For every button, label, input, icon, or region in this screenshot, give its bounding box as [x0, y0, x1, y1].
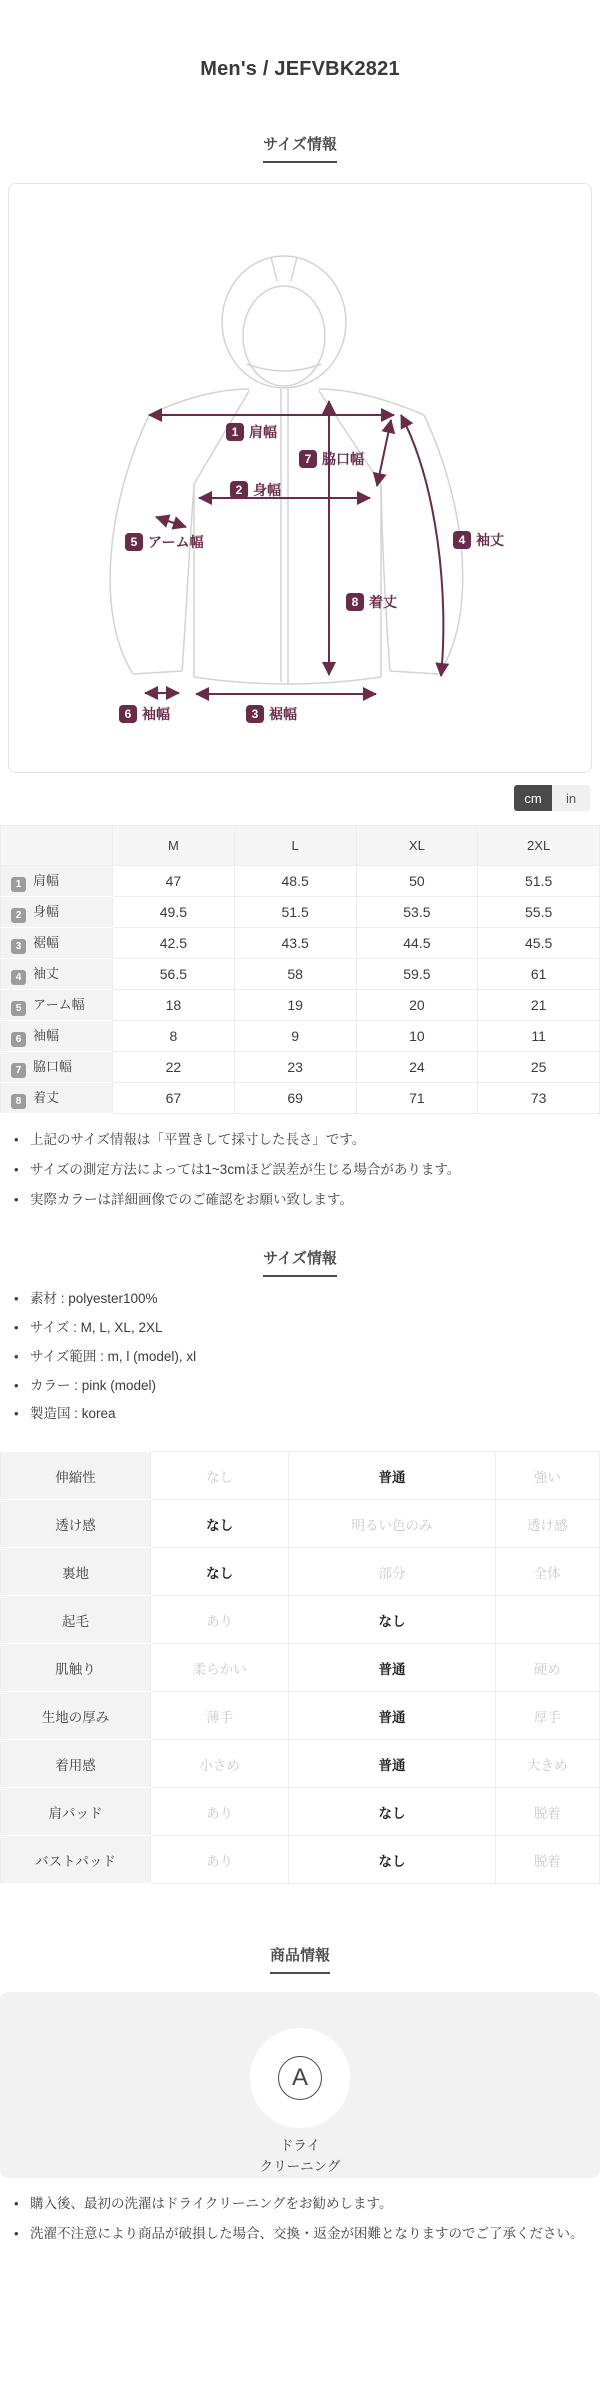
size-table-row — [1, 1083, 600, 1114]
detail-bullet-item: • カラー : pink (model) — [14, 1376, 588, 1397]
size-value-cell: 25 — [478, 1052, 600, 1083]
size-diagram — [8, 183, 592, 773]
measurement-badge: 6 — [119, 705, 137, 723]
measurement-name: 脇口幅 — [322, 451, 364, 467]
attribute-option-selected: 普通 — [289, 1452, 495, 1500]
attribute-label: 裏地 — [1, 1548, 151, 1596]
attribute-option-selected: なし — [289, 1788, 495, 1836]
measurement-label — [119, 704, 170, 724]
attribute-label: 生地の厚み — [1, 1692, 151, 1740]
attribute-option: 透け感 — [495, 1500, 599, 1548]
measurement-badge: 3 — [246, 705, 264, 723]
measurement-label — [230, 480, 281, 500]
size-value-cell: 23 — [234, 1052, 356, 1083]
size-note-item: • サイズの測定方法によっては1~3cmほど誤差が生じる場合があります。 — [14, 1160, 588, 1181]
size-value-cell: 49.5 — [113, 897, 235, 928]
measurement-label — [346, 592, 397, 612]
row-number-badge: 3 — [11, 939, 26, 954]
size-value-cell: 42.5 — [113, 928, 235, 959]
attribute-option: 明るい色のみ — [289, 1500, 495, 1548]
attribute-label: バストパッド — [1, 1836, 151, 1884]
dry-cleaning-icon: A — [278, 2056, 322, 2100]
size-table-row — [1, 928, 600, 959]
attributes-table — [0, 1451, 600, 1884]
size-value-cell: 9 — [234, 1021, 356, 1052]
attribute-option: 脱着 — [495, 1788, 599, 1836]
attribute-option-selected: 普通 — [289, 1644, 495, 1692]
size-table-row — [1, 1052, 600, 1083]
dim-line-sleeve-length — [401, 415, 443, 676]
attribute-label: 透け感 — [1, 1500, 151, 1548]
attribute-option: 強い — [495, 1452, 599, 1500]
attribute-row — [1, 1836, 600, 1884]
size-info-heading: サイズ情報 — [263, 133, 337, 163]
size-value-cell: 51.5 — [478, 866, 600, 897]
size-value-cell: 8 — [113, 1021, 235, 1052]
size-value-cell: 71 — [356, 1083, 478, 1114]
detail-bullets-list — [14, 1289, 588, 1426]
size-row-label: 3 裾幅 — [1, 928, 113, 959]
product-info-heading: 商品情報 — [270, 1944, 330, 1974]
size-row-label: 1 肩幅 — [1, 866, 113, 897]
size-row-label: 7 脇口幅 — [1, 1052, 113, 1083]
size-value-cell: 48.5 — [234, 866, 356, 897]
measurement-badge: 2 — [230, 481, 248, 499]
size-value-cell: 24 — [356, 1052, 478, 1083]
measurement-name: 身幅 — [253, 482, 281, 498]
row-number-badge: 5 — [11, 1001, 26, 1016]
measurement-name: 袖幅 — [142, 706, 170, 722]
unit-in-button[interactable]: in — [552, 785, 590, 811]
attribute-row — [1, 1500, 600, 1548]
size-column-header: M — [113, 826, 235, 866]
attribute-row — [1, 1548, 600, 1596]
size-value-cell: 61 — [478, 959, 600, 990]
measurement-label — [453, 530, 504, 550]
detail-bullet-item: • サイズ範囲 : m, l (model), xl — [14, 1347, 588, 1368]
row-number-badge: 8 — [11, 1094, 26, 1109]
size-note-item: • 上記のサイズ情報は「平置きして採寸した長さ」です。 — [14, 1130, 588, 1151]
attribute-option: あり — [151, 1836, 289, 1884]
care-label: ドライ クリーニング — [259, 2138, 341, 2174]
attribute-row — [1, 1596, 600, 1644]
size-row-label: 5 アーム幅 — [1, 990, 113, 1021]
size-value-cell: 22 — [113, 1052, 235, 1083]
row-number-badge: 1 — [11, 877, 26, 892]
unit-cm-button[interactable]: cm — [514, 785, 552, 811]
size-value-cell: 18 — [113, 990, 235, 1021]
measurement-name: 肩幅 — [249, 424, 277, 440]
measurement-badge: 4 — [453, 531, 471, 549]
attribute-label: 肩パッド — [1, 1788, 151, 1836]
care-circle — [250, 2028, 350, 2128]
row-number-badge: 4 — [11, 970, 26, 985]
attribute-option-selected: なし — [289, 1596, 495, 1644]
size-table-corner — [1, 826, 113, 866]
care-panel — [0, 1992, 600, 2178]
size-value-cell: 51.5 — [234, 897, 356, 928]
size-value-cell: 53.5 — [356, 897, 478, 928]
attribute-option: 小さめ — [151, 1740, 289, 1788]
size-row-label: 8 着丈 — [1, 1083, 113, 1114]
size-table-row — [1, 866, 600, 897]
size-value-cell: 20 — [356, 990, 478, 1021]
measurement-label — [125, 532, 204, 552]
detail-bullet-item: • 素材 : polyester100% — [14, 1289, 588, 1310]
detail-bullet-item: • サイズ : M, L, XL, 2XL — [14, 1318, 588, 1339]
attribute-row — [1, 1644, 600, 1692]
attribute-option: 硬め — [495, 1644, 599, 1692]
attribute-option: 柔らかい — [151, 1644, 289, 1692]
measurement-badge: 7 — [299, 450, 317, 468]
size-value-cell: 73 — [478, 1083, 600, 1114]
size-notes-list — [14, 1130, 588, 1211]
attribute-option-selected: なし — [151, 1500, 289, 1548]
attribute-option: 脱着 — [495, 1836, 599, 1884]
size-table — [0, 825, 600, 1114]
size-value-cell: 59.5 — [356, 959, 478, 990]
measurement-name: アーム幅 — [148, 534, 204, 550]
size-table-row — [1, 1021, 600, 1052]
attribute-option: 全体 — [495, 1548, 599, 1596]
attribute-option-selected: なし — [289, 1836, 495, 1884]
attribute-option: あり — [151, 1788, 289, 1836]
size-value-cell: 45.5 — [478, 928, 600, 959]
size-table-row — [1, 990, 600, 1021]
attribute-row — [1, 1740, 600, 1788]
attribute-label: 肌触り — [1, 1644, 151, 1692]
attribute-row — [1, 1692, 600, 1740]
attribute-option: 厚手 — [495, 1692, 599, 1740]
attribute-row — [1, 1452, 600, 1500]
size-row-label: 2 身幅 — [1, 897, 113, 928]
measurement-badge: 8 — [346, 593, 364, 611]
attribute-label: 着用感 — [1, 1740, 151, 1788]
attribute-option-selected: 普通 — [289, 1740, 495, 1788]
attribute-label: 伸縮性 — [1, 1452, 151, 1500]
size-value-cell: 11 — [478, 1021, 600, 1052]
measurement-label — [246, 704, 297, 724]
row-number-badge: 6 — [11, 1032, 26, 1047]
size-value-cell: 44.5 — [356, 928, 478, 959]
unit-toggle — [10, 785, 590, 811]
detail-bullet-item: • 製造国 : korea — [14, 1404, 588, 1425]
size-column-header: L — [234, 826, 356, 866]
detail-info-heading: サイズ情報 — [263, 1247, 337, 1277]
size-value-cell: 10 — [356, 1021, 478, 1052]
measurement-badge: 5 — [125, 533, 143, 551]
measurement-name: 着丈 — [369, 594, 397, 610]
size-value-cell: 43.5 — [234, 928, 356, 959]
attribute-option: 部分 — [289, 1548, 495, 1596]
row-number-badge: 2 — [11, 908, 26, 923]
jacket-outline-drawing — [9, 184, 591, 772]
product-note-item: • 購入後、最初の洗濯はドライクリーニングをお勧めします。 — [14, 2194, 588, 2215]
dim-line-armhole — [377, 420, 391, 486]
attribute-option: あり — [151, 1596, 289, 1644]
size-column-header: XL — [356, 826, 478, 866]
size-value-cell: 55.5 — [478, 897, 600, 928]
row-number-badge: 7 — [11, 1063, 26, 1078]
dim-line-arm-width — [156, 517, 186, 527]
measurement-name: 裾幅 — [269, 706, 297, 722]
attribute-label: 起毛 — [1, 1596, 151, 1644]
size-value-cell: 19 — [234, 990, 356, 1021]
attribute-option: 大きめ — [495, 1740, 599, 1788]
attribute-option — [495, 1596, 599, 1644]
size-value-cell: 50 — [356, 866, 478, 897]
attribute-option: 薄手 — [151, 1692, 289, 1740]
size-table-row — [1, 959, 600, 990]
size-row-label: 6 袖幅 — [1, 1021, 113, 1052]
size-column-header: 2XL — [478, 826, 600, 866]
size-value-cell: 21 — [478, 990, 600, 1021]
product-note-item: • 洗濯不注意により商品が破損した場合、交換・返金が困難となりますのでご了承ください。 — [14, 2224, 588, 2245]
size-value-cell: 47 — [113, 866, 235, 897]
size-table-row — [1, 897, 600, 928]
page-title: Men's / JEFVBK2821 — [200, 58, 400, 80]
size-note-item: • 実際カラーは詳細画像でのご確認をお願い致します。 — [14, 1190, 588, 1211]
measurement-label — [226, 422, 277, 442]
size-value-cell: 58 — [234, 959, 356, 990]
measurement-name: 袖丈 — [476, 532, 504, 548]
attribute-option: なし — [151, 1452, 289, 1500]
attribute-option-selected: 普通 — [289, 1692, 495, 1740]
size-value-cell: 67 — [113, 1083, 235, 1114]
size-value-cell: 56.5 — [113, 959, 235, 990]
size-row-label: 4 袖丈 — [1, 959, 113, 990]
attribute-row — [1, 1788, 600, 1836]
attribute-option-selected: なし — [151, 1548, 289, 1596]
measurement-badge: 1 — [226, 423, 244, 441]
size-value-cell: 69 — [234, 1083, 356, 1114]
measurement-label — [299, 449, 364, 469]
product-notes-list — [14, 2194, 588, 2245]
